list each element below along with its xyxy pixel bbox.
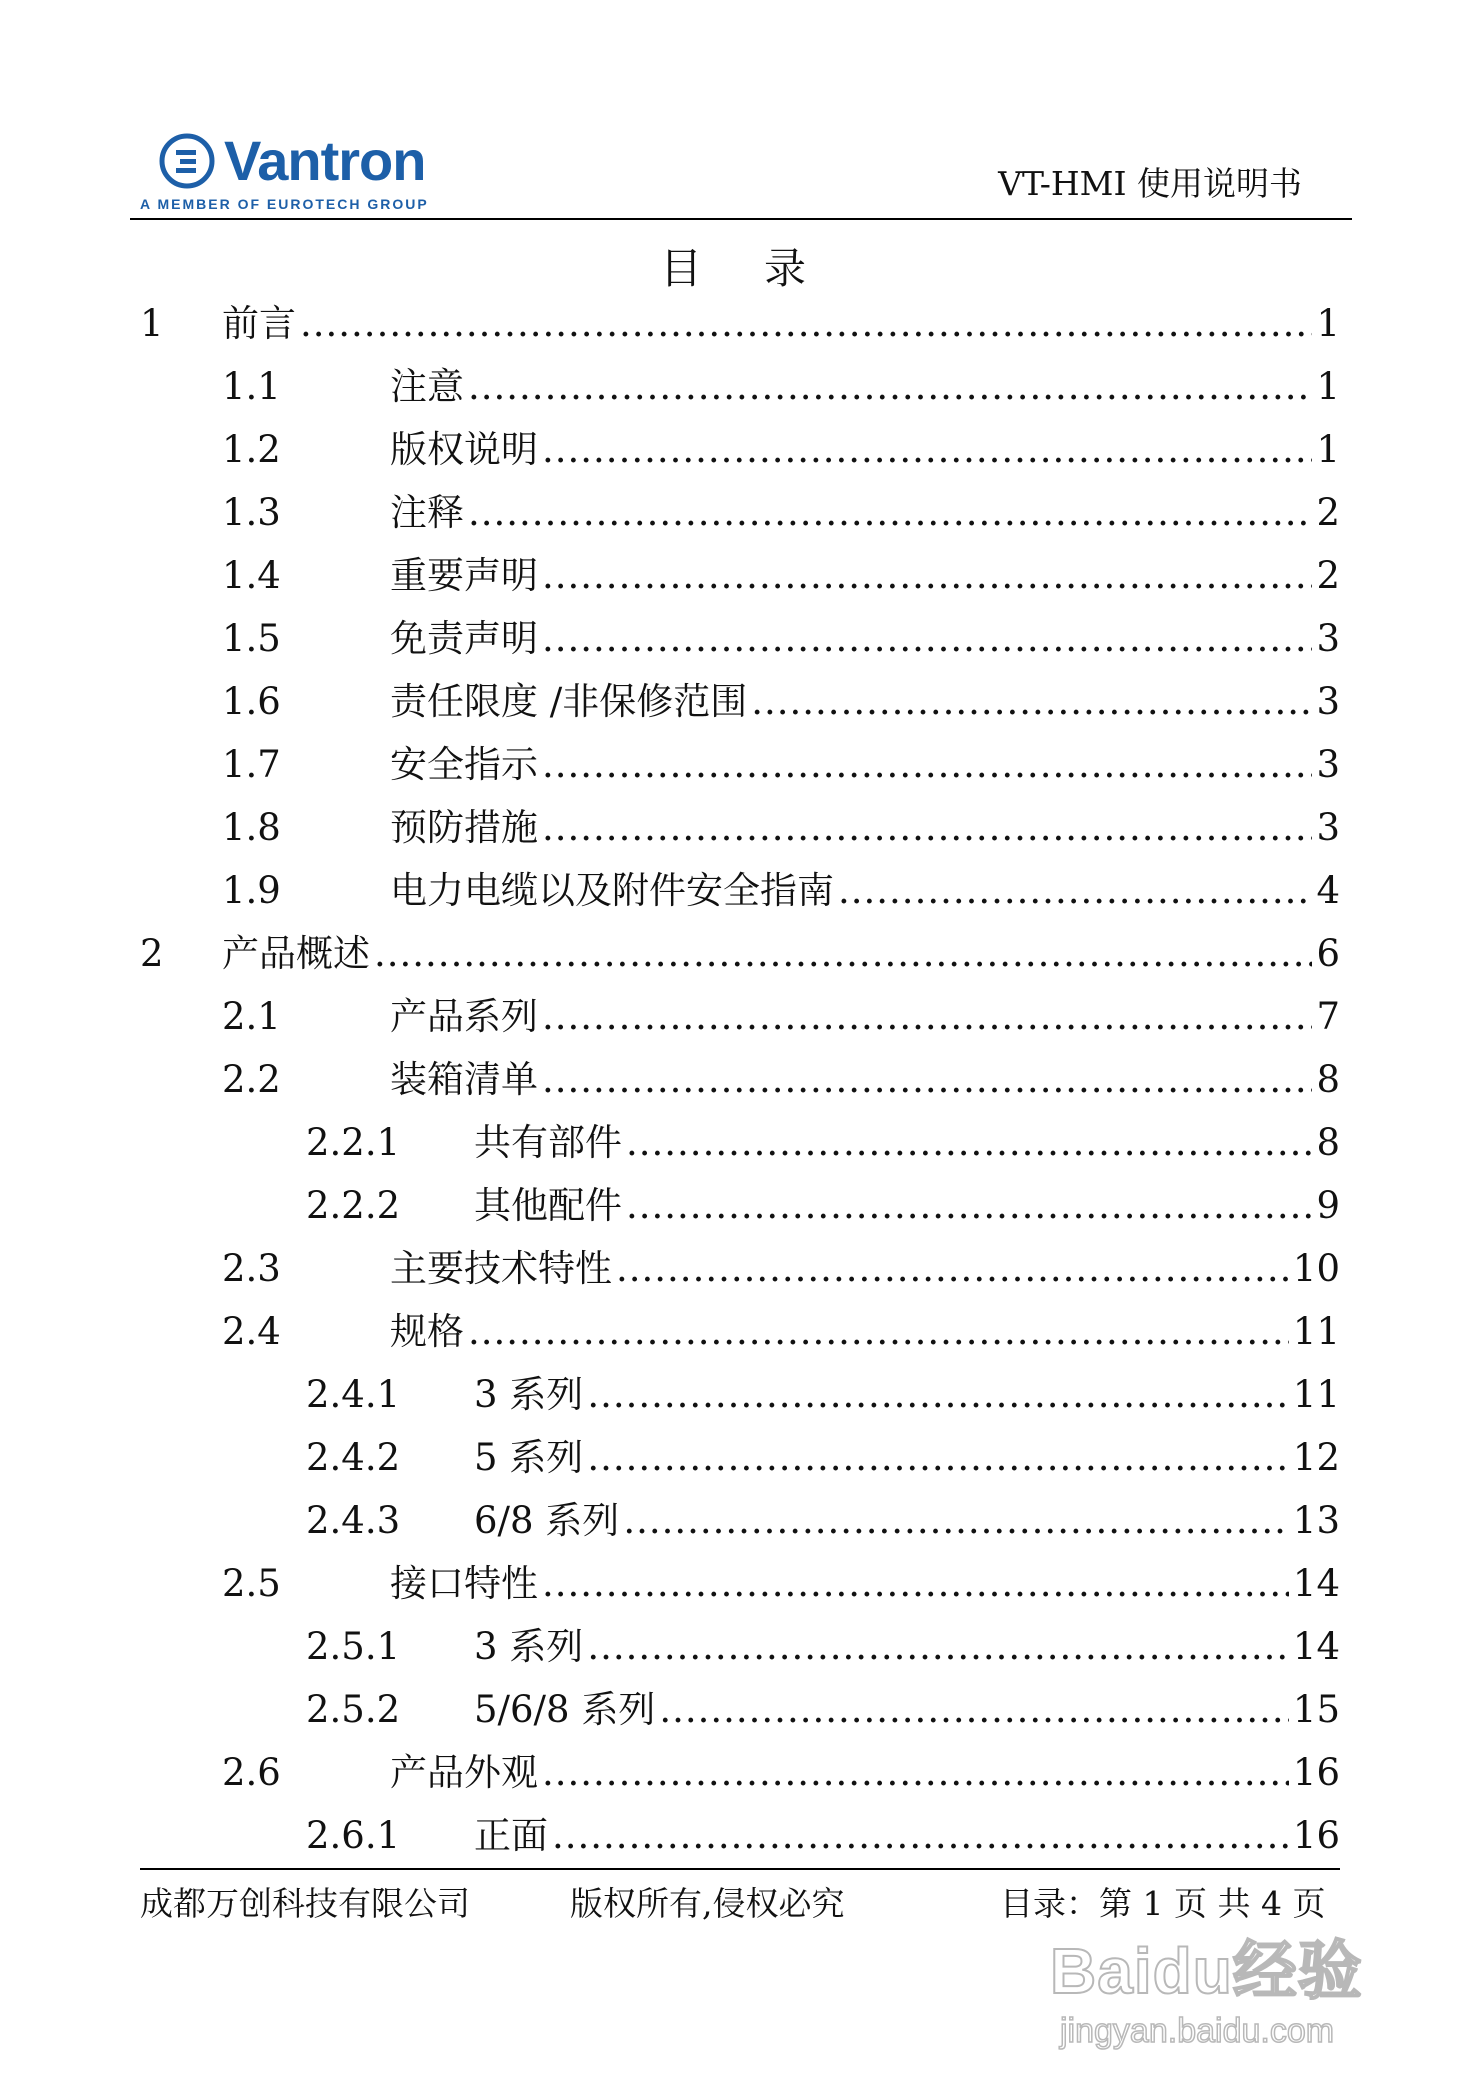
toc-dot-leader xyxy=(587,1363,1289,1426)
vantron-logo xyxy=(140,128,440,218)
toc-entry-line xyxy=(390,796,1340,859)
toc-entry[interactable] xyxy=(140,1300,1340,1363)
toc-dot-leader xyxy=(468,1300,1289,1363)
toc-entry[interactable] xyxy=(140,859,1340,922)
footer-copyright: 版权所有,侵权必究 xyxy=(570,1884,845,1923)
footer-rule xyxy=(140,1868,1340,1870)
toc-entry-title: 重要声明 xyxy=(390,544,542,607)
toc-entry-line xyxy=(474,1678,1340,1741)
toc-entry[interactable] xyxy=(140,544,1340,607)
toc-entry-title: 电力电缆以及附件安全指南 xyxy=(390,859,838,922)
toc-dot-leader xyxy=(552,1804,1289,1867)
toc-dot-leader xyxy=(542,544,1312,607)
toc-entry-title: 产品概述 xyxy=(222,922,374,985)
toc-entry-number: 1.8 xyxy=(222,806,281,849)
toc-entry-page: 1 xyxy=(1312,292,1340,355)
toc-heading xyxy=(0,236,1472,296)
toc-entry-page: 11 xyxy=(1289,1300,1340,1363)
toc-entry[interactable] xyxy=(140,607,1340,670)
toc-entry-title: 产品系列 xyxy=(390,985,542,1048)
toc-entry-number: 2.6 xyxy=(222,1751,281,1794)
toc-entry[interactable] xyxy=(140,481,1340,544)
toc-dot-leader xyxy=(542,733,1312,796)
toc-entry-number: 2.3 xyxy=(222,1247,281,1290)
toc-entry-line xyxy=(390,1552,1340,1615)
toc-entry-number: 2.5 xyxy=(222,1562,281,1605)
toc-entry-line xyxy=(390,985,1340,1048)
toc-entry-number: 1.2 xyxy=(222,428,281,471)
toc-entry-line xyxy=(390,1237,1340,1300)
toc-entry-title: 正面 xyxy=(474,1804,552,1867)
toc-entry-page: 8 xyxy=(1312,1111,1340,1174)
toc-dot-leader xyxy=(587,1615,1289,1678)
toc-entry-number: 2.4.1 xyxy=(306,1373,401,1416)
toc-entry-page: 1 xyxy=(1312,418,1340,481)
toc-entry-number: 2.4 xyxy=(222,1310,281,1353)
toc-dot-leader xyxy=(623,1489,1289,1552)
toc-entry-number: 2.5.1 xyxy=(306,1625,401,1668)
toc-entry-title: 3 系列 xyxy=(474,1363,587,1426)
toc-entry-line xyxy=(474,1615,1340,1678)
toc-entry[interactable] xyxy=(140,1552,1340,1615)
toc-entry-line xyxy=(390,1300,1340,1363)
toc-entry-number: 2.4.3 xyxy=(306,1499,401,1542)
toc-entry-title: 主要技术特性 xyxy=(390,1237,616,1300)
toc-entry-page: 15 xyxy=(1289,1678,1340,1741)
toc-entry-line xyxy=(474,1363,1340,1426)
toc-entry-page: 4 xyxy=(1312,859,1340,922)
toc-entry-number: 1.1 xyxy=(222,365,281,408)
toc-dot-leader xyxy=(542,985,1312,1048)
toc-entry-number: 1.3 xyxy=(222,491,281,534)
footer-company: 成都万创科技有限公司 xyxy=(140,1884,470,1923)
toc-entry-number: 1.7 xyxy=(222,743,281,786)
toc-entry-line xyxy=(390,1741,1340,1804)
toc-entry-page: 9 xyxy=(1312,1174,1340,1237)
toc-entry-number: 1.9 xyxy=(222,869,281,912)
toc-entry-title: 装箱清单 xyxy=(390,1048,542,1111)
toc-entry-page: 14 xyxy=(1289,1552,1340,1615)
toc-entry-number: 2.1 xyxy=(222,995,281,1038)
toc-entry-title: 预防措施 xyxy=(390,796,542,859)
toc-entry-title: 5/6/8 系列 xyxy=(474,1678,659,1741)
toc-entry-line xyxy=(222,292,1340,355)
toc-entry-number: 1 xyxy=(140,302,164,345)
toc-dot-leader xyxy=(300,292,1312,355)
toc-entry-line xyxy=(474,1174,1340,1237)
toc-entry-page: 6 xyxy=(1312,922,1340,985)
toc-dot-leader xyxy=(542,1048,1312,1111)
toc-entry-line xyxy=(390,607,1340,670)
toc-dot-leader xyxy=(542,418,1312,481)
toc-entry[interactable] xyxy=(140,292,1340,355)
toc-entry[interactable] xyxy=(140,1804,1340,1867)
toc-entry-number: 2 xyxy=(140,932,164,975)
toc-dot-leader xyxy=(542,1552,1289,1615)
toc-dot-leader xyxy=(616,1237,1289,1300)
toc-entry-number: 1.6 xyxy=(222,680,281,723)
toc-entry[interactable] xyxy=(140,1615,1340,1678)
toc-entry-line xyxy=(390,481,1340,544)
toc-entry[interactable] xyxy=(140,1111,1340,1174)
toc-entry-title: 版权说明 xyxy=(390,418,542,481)
watermark-url: jingyan.baidu.com xyxy=(1060,2012,1335,2050)
toc-heading-char: 目 xyxy=(659,244,708,293)
toc-entry-title: 注意 xyxy=(390,355,468,418)
toc-entry-line xyxy=(474,1426,1340,1489)
toc-entry-title: 注释 xyxy=(390,481,468,544)
toc-entry[interactable] xyxy=(140,922,1340,985)
toc-entry-page: 2 xyxy=(1312,481,1340,544)
toc-entry-line xyxy=(390,544,1340,607)
toc-entry[interactable] xyxy=(140,1426,1340,1489)
toc-entry-title: 产品外观 xyxy=(390,1741,542,1804)
toc-entry[interactable] xyxy=(140,1741,1340,1804)
toc-entry-line xyxy=(474,1111,1340,1174)
toc-entry-page: 13 xyxy=(1289,1489,1340,1552)
toc-entry[interactable] xyxy=(140,985,1340,1048)
toc-entry-number: 2.2.1 xyxy=(306,1121,401,1164)
toc-entry-title: 接口特性 xyxy=(390,1552,542,1615)
brand-name: Vantron xyxy=(224,129,426,192)
toc-entry-line xyxy=(390,670,1340,733)
toc-dot-leader xyxy=(659,1678,1289,1741)
toc-entry-line xyxy=(390,418,1340,481)
toc-entry-title: 安全指示 xyxy=(390,733,542,796)
toc-entry-page: 10 xyxy=(1289,1237,1340,1300)
toc-entry[interactable] xyxy=(140,1678,1340,1741)
toc-entry-title: 前言 xyxy=(222,292,300,355)
toc-entry-number: 1.5 xyxy=(222,617,281,660)
toc-entry[interactable] xyxy=(140,1174,1340,1237)
toc-entry-page: 2 xyxy=(1312,544,1340,607)
toc-entry-page: 11 xyxy=(1289,1363,1340,1426)
toc-entry-page: 3 xyxy=(1312,670,1340,733)
toc-entry[interactable] xyxy=(140,355,1340,418)
toc-entry-title: 规格 xyxy=(390,1300,468,1363)
toc-entry[interactable] xyxy=(140,1048,1340,1111)
toc-dot-leader xyxy=(587,1426,1289,1489)
toc-entry[interactable] xyxy=(140,796,1340,859)
baidu-watermark xyxy=(1050,1920,1450,2070)
toc-entry-title: 6/8 系列 xyxy=(474,1489,623,1552)
document-title: VT-HMI 使用说明书 xyxy=(998,164,1302,203)
toc-dot-leader xyxy=(542,1741,1289,1804)
toc-heading-char: 录 xyxy=(764,244,813,293)
toc-entry-number: 2.5.2 xyxy=(306,1688,401,1731)
toc-entry-line xyxy=(474,1804,1340,1867)
toc-entry[interactable] xyxy=(140,1237,1340,1300)
toc-dot-leader xyxy=(374,922,1312,985)
toc-entry-line xyxy=(390,355,1340,418)
toc-entry-page: 12 xyxy=(1289,1426,1340,1489)
header-rule xyxy=(130,218,1352,220)
footer-page-info: 目录：第 1 页 共 4 页 xyxy=(1000,1884,1326,1923)
toc-entry[interactable] xyxy=(140,1489,1340,1552)
toc-entry-page: 7 xyxy=(1312,985,1340,1048)
toc-entry-number: 2.2 xyxy=(222,1058,281,1101)
toc-dot-leader xyxy=(626,1174,1312,1237)
toc-dot-leader xyxy=(542,796,1312,859)
toc-dot-leader xyxy=(626,1111,1312,1174)
toc-entry-page: 8 xyxy=(1312,1048,1340,1111)
watermark-main: Baidu经验 xyxy=(1050,1935,1363,2007)
toc-entry-page: 14 xyxy=(1289,1615,1340,1678)
toc-entry-title: 3 系列 xyxy=(474,1615,587,1678)
toc-entry-line xyxy=(474,1489,1340,1552)
toc-entry-page: 3 xyxy=(1312,607,1340,670)
toc-entry-title: 共有部件 xyxy=(474,1111,626,1174)
toc-dot-leader xyxy=(468,355,1312,418)
toc-entry-line xyxy=(390,859,1340,922)
toc-entry[interactable] xyxy=(140,1363,1340,1426)
vantron-logo-icon xyxy=(158,132,216,190)
toc-entry-title: 免责声明 xyxy=(390,607,542,670)
toc-entry-title: 其他配件 xyxy=(474,1174,626,1237)
toc-entry-number: 2.2.2 xyxy=(306,1184,401,1227)
toc-dot-leader xyxy=(838,859,1312,922)
toc-entry-title: 5 系列 xyxy=(474,1426,587,1489)
toc-entry-number: 2.4.2 xyxy=(306,1436,401,1479)
toc-entry-page: 16 xyxy=(1289,1804,1340,1867)
toc-entry-line xyxy=(222,922,1340,985)
toc-entry-number: 2.6.1 xyxy=(306,1814,401,1857)
toc-entry[interactable] xyxy=(140,670,1340,733)
toc-entry[interactable] xyxy=(140,418,1340,481)
toc-entry-page: 1 xyxy=(1312,355,1340,418)
toc-entry-line xyxy=(390,1048,1340,1111)
toc-entry[interactable] xyxy=(140,733,1340,796)
toc-dot-leader xyxy=(468,481,1312,544)
table-of-contents xyxy=(140,292,1340,1867)
toc-entry-number: 1.4 xyxy=(222,554,281,597)
toc-entry-line xyxy=(390,733,1340,796)
brand-tagline: A MEMBER OF EUROTECH GROUP xyxy=(140,196,429,212)
toc-entry-title: 责任限度 /非保修范围 xyxy=(390,670,751,733)
toc-entry-page: 16 xyxy=(1289,1741,1340,1804)
toc-dot-leader xyxy=(542,607,1312,670)
toc-entry-page: 3 xyxy=(1312,733,1340,796)
toc-dot-leader xyxy=(751,670,1312,733)
toc-entry-page: 3 xyxy=(1312,796,1340,859)
